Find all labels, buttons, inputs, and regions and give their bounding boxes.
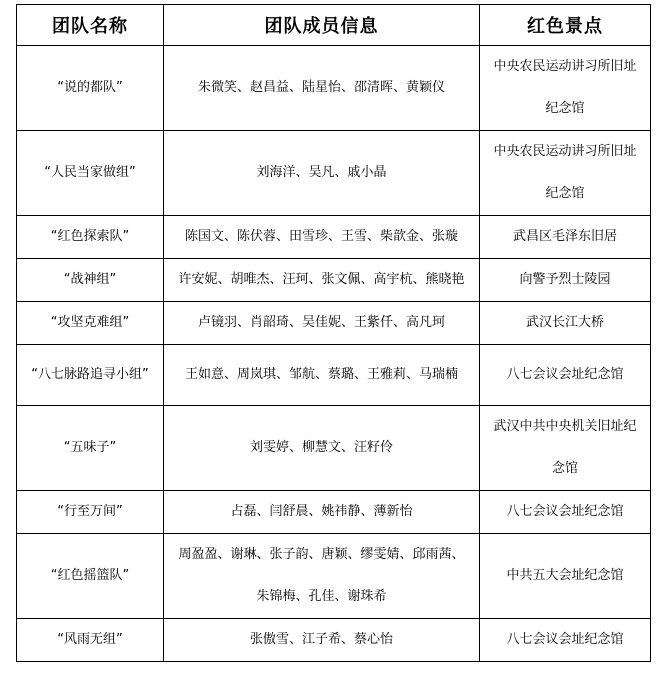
team-members-cell	[164, 534, 480, 619]
red-site-cell	[480, 406, 651, 491]
table-row	[17, 619, 651, 662]
teams-table	[16, 4, 651, 662]
header-team-members: 团队成员信息	[164, 5, 480, 46]
team-members-line-1: 周盈盈、谢琳、张子韵、唐颖、缪雯婧、邱雨茜、	[178, 547, 465, 562]
team-members-cell: 王如意、周岚琪、邹航、蔡璐、王雅莉、马瑞楠	[164, 345, 480, 406]
red-site-line-1: 中央农民运动讲习所旧址	[493, 144, 637, 159]
team-members-cell: 刘海洋、吴凡、戚小晶	[164, 131, 480, 216]
red-site-cell: 八七会议会址纪念馆	[480, 345, 651, 406]
team-name-cell: “五味子”	[17, 406, 164, 491]
table-header-row	[17, 5, 651, 46]
team-members-cell: 卢镜羽、肖韶琦、吴佳妮、王紫仟、高凡珂	[164, 302, 480, 345]
table-row	[17, 46, 651, 131]
team-members-cell: 刘雯婷、柳慧文、汪籽伶	[164, 406, 480, 491]
table-row	[17, 345, 651, 406]
team-members-cell: 占磊、闫舒晨、姚祎静、薄新怡	[164, 491, 480, 534]
table-row	[17, 406, 651, 491]
red-site-cell	[480, 46, 651, 131]
red-site-cell: 八七会议会址纪念馆	[480, 491, 651, 534]
red-site-cell: 八七会议会址纪念馆	[480, 619, 651, 662]
team-members-cell: 陈国文、陈伏蓉、田雪珍、王雪、柴歆金、张璇	[164, 216, 480, 259]
table-row	[17, 534, 651, 619]
red-site-line-1: 中央农民运动讲习所旧址	[493, 59, 637, 74]
team-members-cell: 许安妮、胡唯杰、汪珂、张文佩、高宇杭、熊晓艳	[164, 259, 480, 302]
table-row	[17, 491, 651, 534]
red-site-cell: 中共五大会址纪念馆	[480, 534, 651, 619]
table-row	[17, 216, 651, 259]
red-site-cell: 向警予烈士陵园	[480, 259, 651, 302]
team-name-cell: “八七脉路追寻小组”	[17, 345, 164, 406]
red-site-line-1: 武汉中共中央机关旧址纪	[493, 419, 637, 434]
red-site-cell	[480, 131, 651, 216]
team-members-line-2: 朱锦梅、孔佳、谢珠希	[256, 589, 387, 604]
team-name-cell: “行至万间”	[17, 491, 164, 534]
team-name-cell: “说的都队”	[17, 46, 164, 131]
red-site-line-2: 念馆	[551, 461, 578, 476]
team-members-cell: 张傲雪、江子希、蔡心怡	[164, 619, 480, 662]
team-name-cell: “红色探索队”	[17, 216, 164, 259]
team-members-cell: 朱微笑、赵昌益、陆星怡、邵清晖、黄颖仪	[164, 46, 480, 131]
team-name-cell: “红色摇篮队”	[17, 534, 164, 619]
header-team-name: 团队名称	[17, 5, 164, 46]
red-site-cell: 武汉长江大桥	[480, 302, 651, 345]
team-name-cell: “战神组”	[17, 259, 164, 302]
table-row	[17, 259, 651, 302]
team-name-cell: “人民当家做组”	[17, 131, 164, 216]
team-name-cell: “风雨无组”	[17, 619, 164, 662]
table-row	[17, 302, 651, 345]
team-name-cell: “攻坚克难组”	[17, 302, 164, 345]
header-red-site: 红色景点	[480, 5, 651, 46]
table-row	[17, 131, 651, 216]
red-site-line-2: 纪念馆	[545, 101, 585, 116]
red-site-cell: 武昌区毛泽东旧居	[480, 216, 651, 259]
red-site-line-2: 纪念馆	[545, 186, 585, 201]
